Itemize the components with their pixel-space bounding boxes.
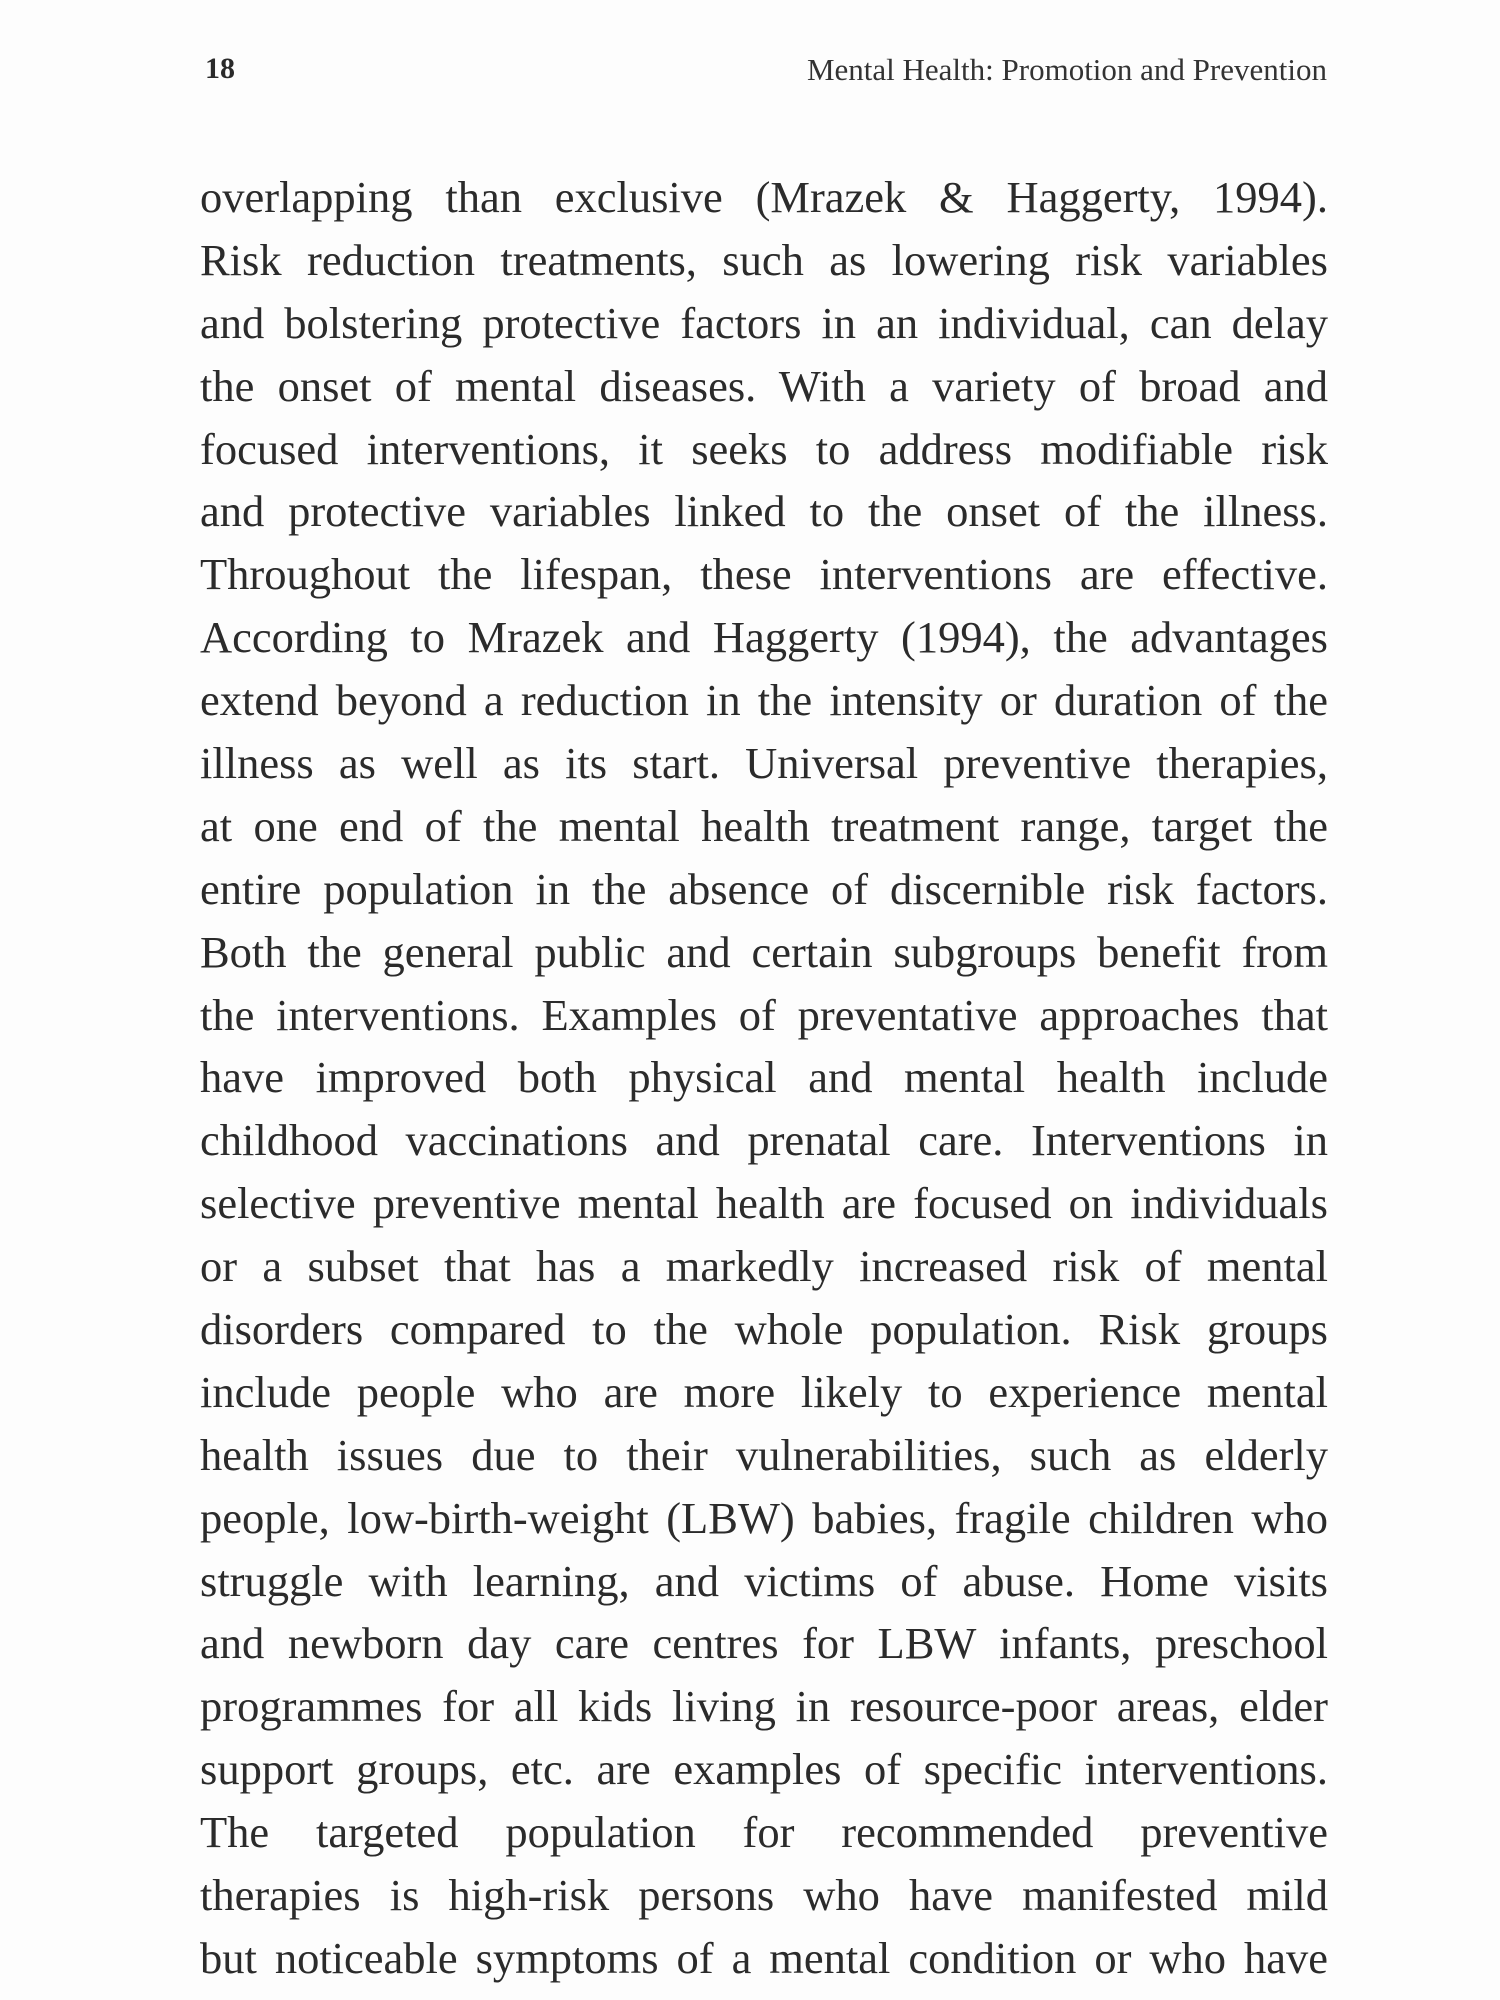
text-line: disorders compared to the whole population. Risk groups: [200, 1304, 1328, 1355]
running-header: [205, 52, 1327, 92]
body-paragraph: [200, 166, 1328, 1990]
text-line: Both the general public and certain subgroups benefit from: [200, 926, 1328, 977]
text-line: Risk reduction treatments, such as lowering risk variables: [200, 234, 1328, 285]
page-number: 18: [205, 52, 235, 85]
text-line: and bolstering protective factors in an individual, can delay: [200, 297, 1328, 348]
text-line: the interventions. Examples of preventative approaches that: [200, 989, 1328, 1040]
text-line: The targeted population for recommended preventive: [200, 1807, 1328, 1858]
text-line: include people who are more likely to experience mental: [200, 1366, 1328, 1417]
text-line: extend beyond a reduction in the intensity or duration of the: [200, 675, 1328, 726]
text-line: Throughout the lifespan, these interventions are effective.: [200, 549, 1328, 600]
running-title: Mental Health: Promotion and Prevention: [806, 52, 1327, 87]
text-line: and newborn day care centres for LBW infants, preschool: [200, 1618, 1328, 1669]
text-line: but noticeable symptoms of a mental condition or who have: [200, 1932, 1328, 1983]
text-line: and protective variables linked to the onset of the illness.: [200, 486, 1328, 537]
text-line: the onset of mental diseases. With a variety of broad and: [200, 360, 1328, 411]
text-line: entire population in the absence of discernible risk factors.: [200, 863, 1328, 914]
text-line: at one end of the mental health treatment range, target the: [200, 800, 1328, 851]
text-line: focused interventions, it seeks to address modifiable risk: [200, 423, 1328, 474]
text-line: selective preventive mental health are focused on individuals: [200, 1178, 1328, 1229]
text-line: have improved both physical and mental health include: [200, 1052, 1328, 1103]
text-line: health issues due to their vulnerabilities, such as elderly: [200, 1429, 1328, 1480]
text-line: therapies is high-risk persons who have manifested mild: [200, 1870, 1328, 1921]
text-line: illness as well as its start. Universal preventive therapies,: [200, 738, 1328, 789]
text-line: programmes for all kids living in resource-poor areas, elder: [200, 1681, 1328, 1732]
text-line: overlapping than exclusive (Mrazek & Haggerty, 1994).: [200, 172, 1328, 222]
text-line: people, low-birth-weight (LBW) babies, fragile children who: [200, 1492, 1328, 1543]
text-line: support groups, etc. are examples of specific interventions.: [200, 1744, 1328, 1795]
text-line: According to Mrazek and Haggerty (1994), the advantages: [200, 612, 1328, 663]
text-line: childhood vaccinations and prenatal care. Interventions in: [200, 1115, 1328, 1166]
text-line: or a subset that has a markedly increased risk of mental: [200, 1241, 1328, 1292]
text-line: struggle with learning, and victims of abuse. Home visits: [200, 1555, 1328, 1606]
